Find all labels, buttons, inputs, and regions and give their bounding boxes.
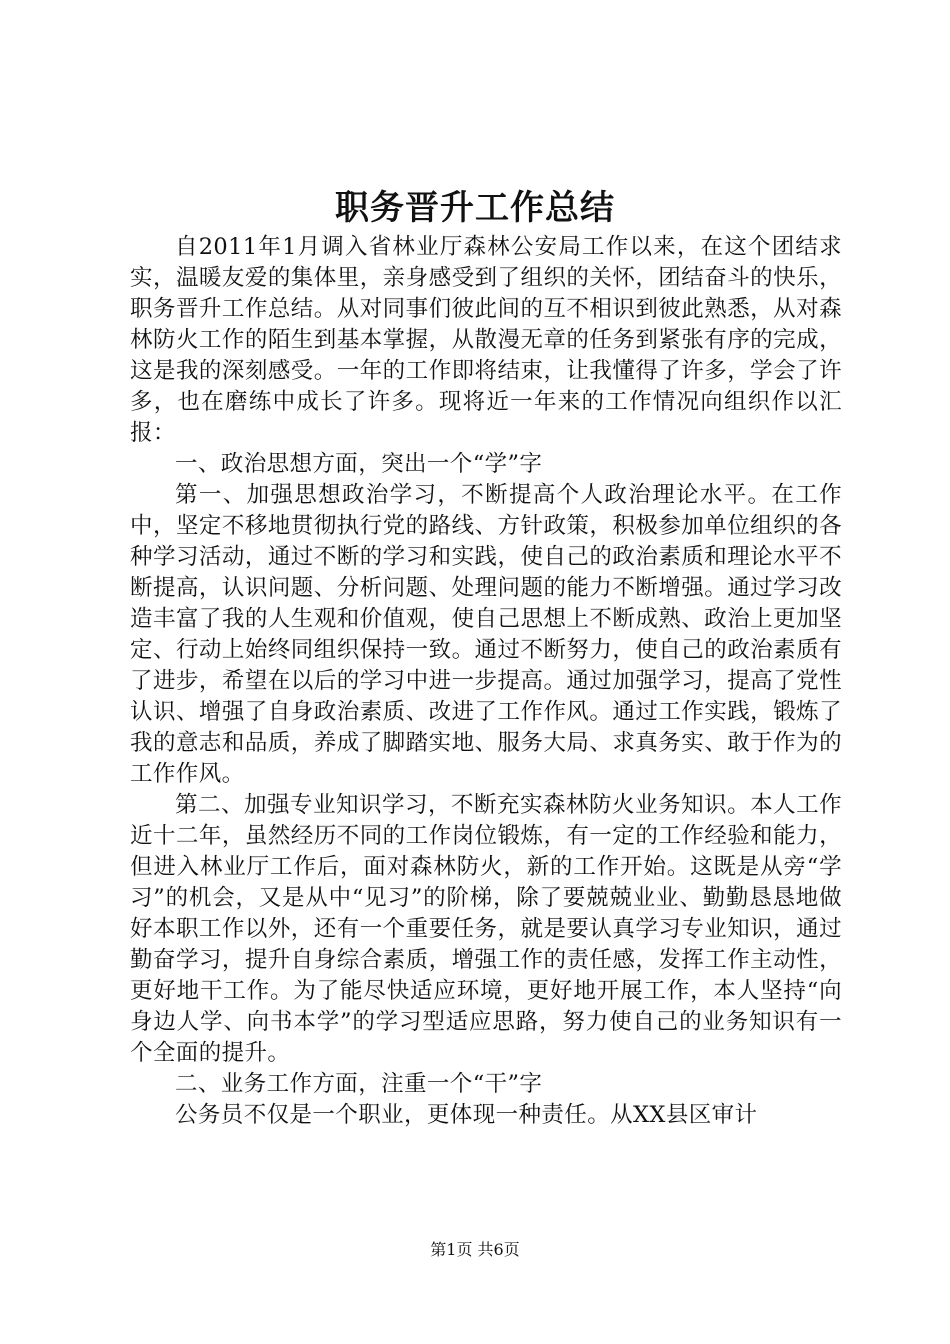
document-body: [130, 232, 842, 1131]
heading-business: 二、业务工作方面，注重一个“干”字: [175, 1071, 543, 1097]
paragraph-intro: 自2011年1月调入省林业厅森林公安局工作以来，在这个团结求实，温暖友爱的集体里，亲身感受到了组织的关怀，团结奋斗的快乐，职务晋升工作总结。从对同事们彼此间的互不相识到彼此熟悉，从对森林防火工作的陌生到基本掌握，从散漫无章的任务到紧张有序的完成，这是我的深刻感受。一年的工作即将结束，让我懂得了许多，学会了许多，也在磨练中成长了许多。现将近一年来的工作情况向组织作以汇报：: [130, 234, 842, 446]
paragraph-business: 公务员不仅是一个职业，更体现一种责任。从XX县区审计: [175, 1102, 758, 1128]
page-footer: 第1页 共6页: [430, 1240, 520, 1259]
paragraph-political-study: 第一、加强思想政治学习，不断提高个人政治理论水平。在工作中，坚定不移地贯彻执行党的路线、方针政策，积极参加单位组织的各种学习活动，通过不断的学习和实践，使自己的政治素质和理论水平不断提高，认识问题、分析问题、处理问题的能力不断增强。通过学习改造丰富了我的人生观和价值观，使自己思想上不断成熟、政治上更加坚定、行动上始终同组织保持一致。通过不断努力，使自己的政治素质有了进步，希望在以后的学习中进一步提高。通过加强学习，提高了党性认识、增强了自身政治素质、改进了工作作风。通过工作实践，锻炼了我的意志和品质，养成了脚踏实地、服务大局、求真务实、敢于作为的工作作风。: [130, 482, 842, 787]
paragraph-professional-study: 第二、加强专业知识学习，不断充实森林防火业务知识。本人工作近十二年，虽然经历不同的工作岗位锻炼，有一定的工作经验和能力，但进入林业厅工作后，面对森林防火，新的工作开始。这既是从旁“学习”的机会，又是从中“见习”的阶梯，除了要兢兢业业、勤勤恳恳地做好本职工作以外，还有一个重要任务，就是要认真学习专业知识，通过勤奋学习，提升自身综合素质，增强工作的责任感，发挥工作主动性，更好地干工作。为了能尽快适应环境，更好地开展工作，本人坚持“向身边人学、向书本学”的学习型适应思路，努力使自己的业务知识有一个全面的提升。: [130, 792, 842, 1066]
document-title: 职务晋升工作总结: [335, 188, 615, 228]
heading-political: 一、政治思想方面，突出一个“学”字: [175, 451, 543, 477]
